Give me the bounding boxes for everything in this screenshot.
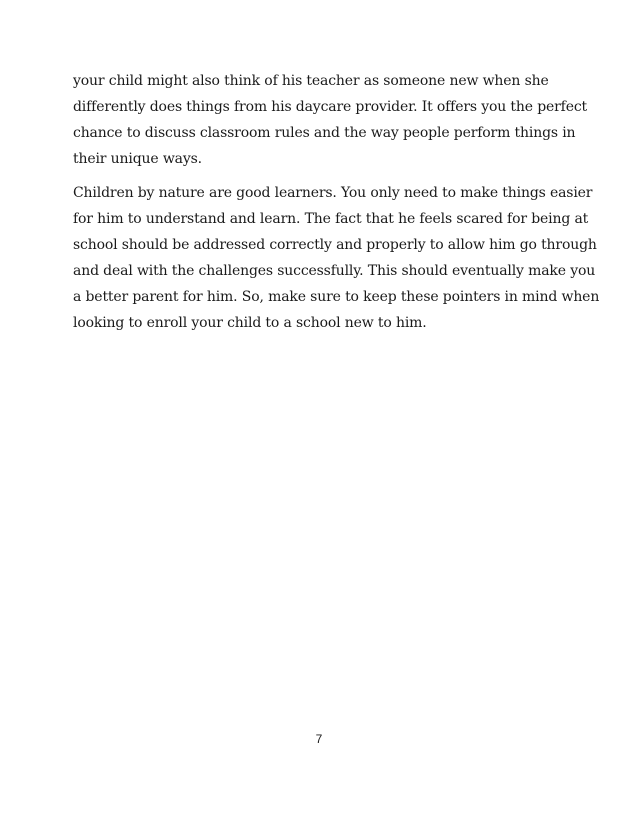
text-line: and deal with the challenges successfully. This should eventually make you — [73, 263, 596, 279]
paragraph-spacer — [73, 172, 573, 180]
paragraph-1 — [73, 68, 588, 172]
text-line: differently does things from his daycare provider. It offers you the perfect — [73, 99, 588, 115]
text-line: school should be addressed correctly and properly to allow him go through — [73, 237, 597, 253]
text-line: their unique ways. — [73, 151, 202, 167]
text-line: chance to discuss classroom rules and the way people perform things in — [73, 125, 576, 141]
text-line: Children by nature are good learners. You only need to make things easier — [73, 185, 593, 201]
text-line: a better parent for him. So, make sure to keep these pointers in mind when — [73, 289, 600, 305]
text-line: for him to understand and learn. The fact that he feels scared for being at — [73, 211, 589, 227]
text-line: looking to enroll your child to a school new to him. — [73, 315, 427, 331]
page-number: 7 — [315, 732, 323, 746]
body-text — [73, 68, 600, 336]
paragraph-2 — [73, 180, 600, 336]
text-line: your child might also think of his teacher as someone new when she — [73, 73, 549, 89]
